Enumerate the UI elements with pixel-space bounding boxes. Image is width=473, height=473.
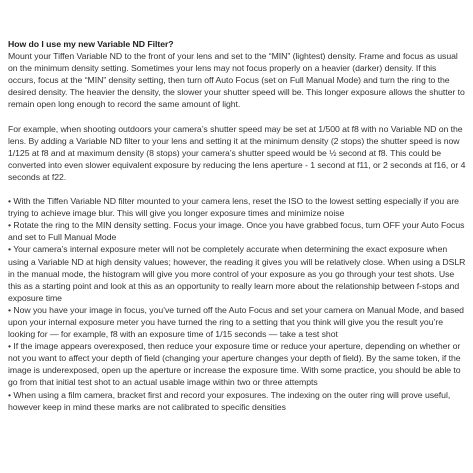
intro-paragraph: Mount your Tiffen Variable ND to the front of your lens and set to the “MIN” (lightest) density. Frame and focus as usual on the minimum density setting. Sometimes your lens may not focus properly on a heavier (darker) density. If this occurs, focus at the “MIN” density setting, then turn off Auto Focus (set on Full Manual Mode) and turn the ring to the desired density. The heavier the density, the slower your shutter speed will be. This longer exposure allows the shutter to remain open long enough to record the same amount of light. <box>8 51 465 110</box>
tip-exposure-meter: • Your camera’s internal exposure meter will not be completely accurate when determining the exact exposure when using a Variable ND at high density values; however, the reading it gives you will be relatively close. When using a DSLR in the manual mode, the histogram will give you more control of your exposure as you go through your test shots. Use this as a starting point and look at this as an opportunity to really learn more about the relationship between f-stops and exposure time <box>8 244 466 303</box>
tip-iso: • With the Tiffen Variable ND filter mounted to your camera lens, reset the ISO to the lowest setting especially if you are trying to achieve image blur. This will give you longer exposure times and minimize noise <box>8 196 459 219</box>
faq-question-title: How do I use my new Variable ND Filter? <box>8 39 174 49</box>
tip-test-shot: • Now you have your image in focus, you’ve turned off the Auto Focus and set your camera on Manual Mode, and based upon your internal exposure meter you have turned the ring to a setting that you think will give you the result you’re looking for — for example, f8 with an exposure time of 1/15 seconds — take a test shot <box>8 304 464 340</box>
tips-list <box>8 195 466 413</box>
tip-film-camera: • When using a film camera, bracket first and record your exposures. The indexing on the outer ring will prove useful, however keep in mind these marks are not calibrated to specific densities <box>8 389 451 412</box>
tip-focus: • Rotate the ring to the MIN density setting. Focus your image. Once you have grabbed focus, turn OFF your Auto Focus and set to Full Manual Mode <box>8 220 465 243</box>
faq-article <box>8 38 466 413</box>
tip-adjust-exposure: • If the image appears overexposed, then reduce your exposure time or reduce your aperture, depending on whether or not you want to affect your depth of field (changing your aperture changes your depth of field). By the same token, if the image is underexposed, open up the aperture or increase the exposure time. With some practice, you should be able to go from that initial test shot to an actual usable image within two or three attempts <box>8 341 461 388</box>
example-paragraph: For example, when shooting outdoors your camera’s shutter speed may be set at 1/500 at f8 with no Variable ND on the lens. By adding a Variable ND filter to your lens and setting it at the minimum density (2 stops) the shutter speed is now 1/125 at f8 and at maximum density (8 stops) your camera’s shutter speed would be ½ second at f8. This could be converted into even slower equivalent exposure by reducing the lens aperture - 1 second at f11, or 2 seconds at f16, or 4 seconds at f22. <box>8 123 466 182</box>
